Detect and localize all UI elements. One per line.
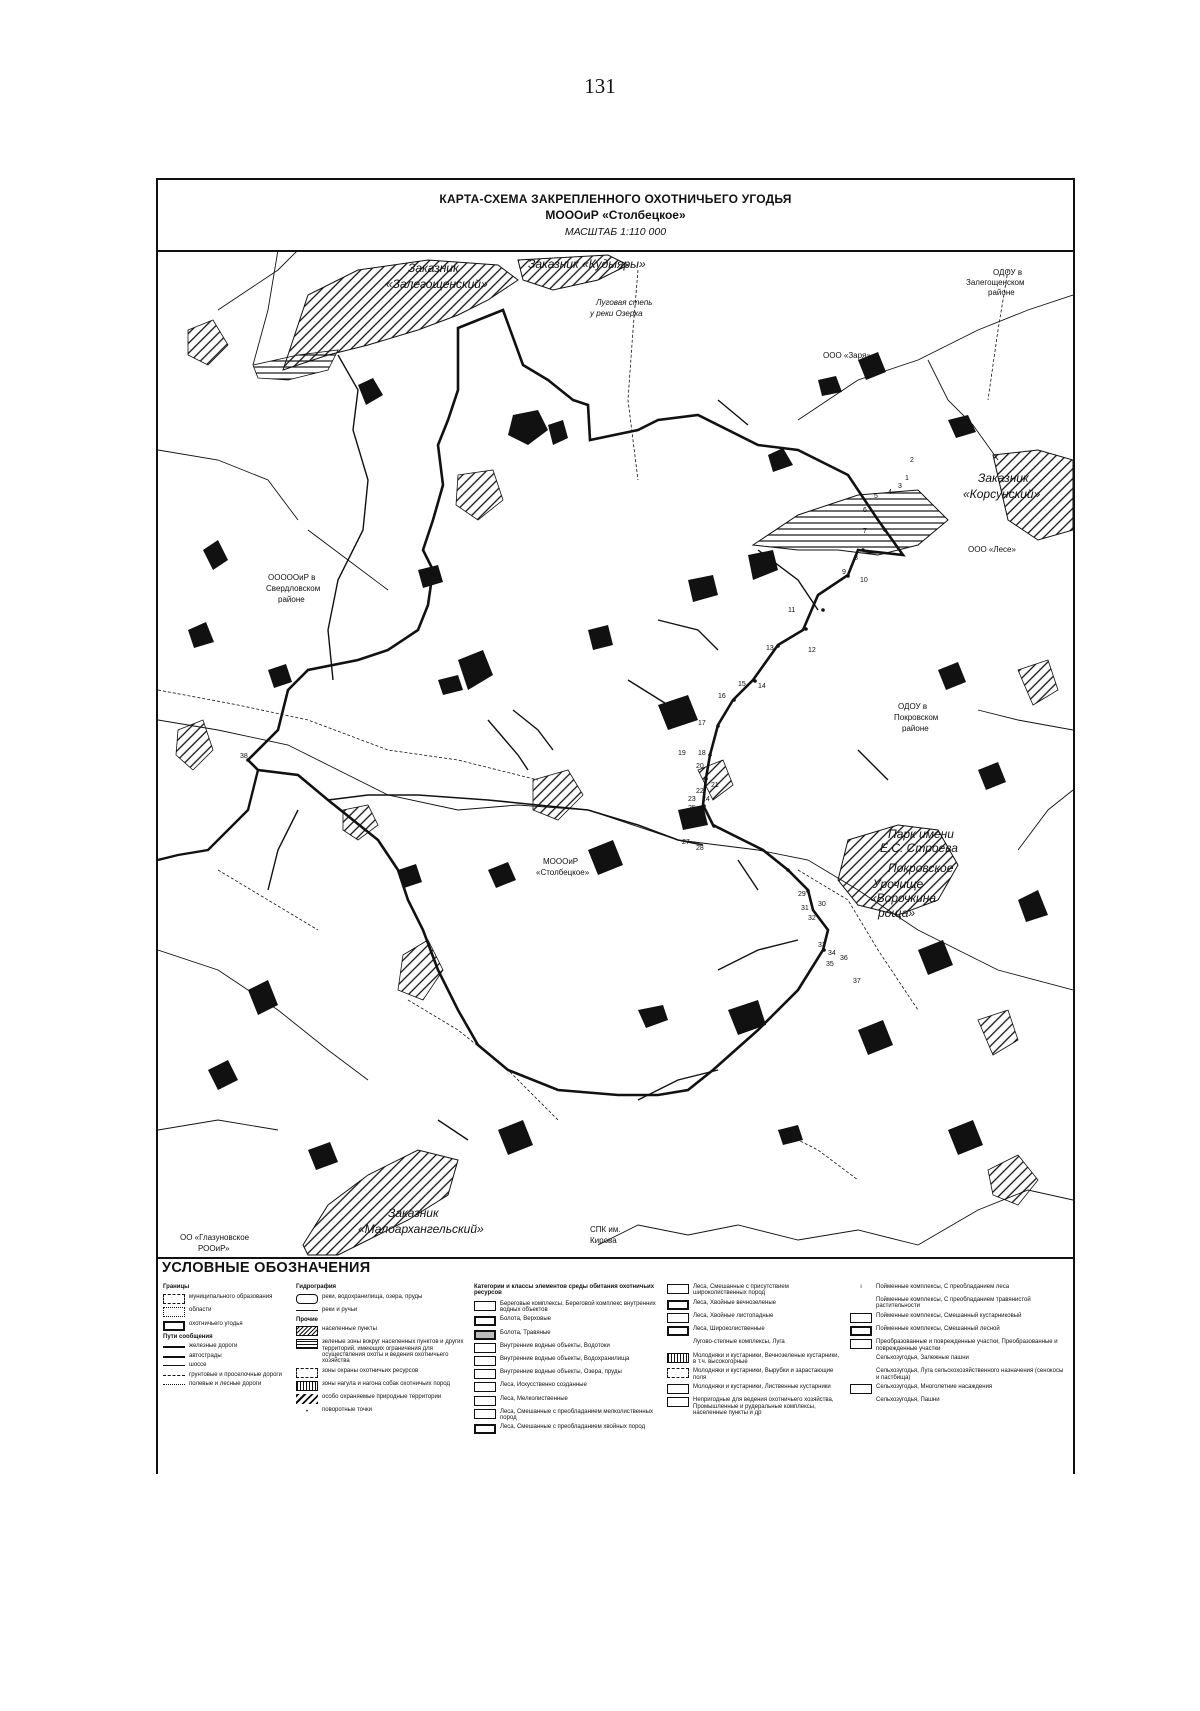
artificial-forest-swatch: [474, 1382, 496, 1392]
bog-upper-swatch: [474, 1316, 496, 1326]
legend-item-deciduous-shrubs: [667, 1384, 842, 1394]
legend-item-small-leaved: [474, 1396, 659, 1406]
forest-patches: [188, 352, 1048, 1170]
point-number-14: 14: [758, 683, 766, 690]
river-swatch: [296, 1310, 318, 1311]
boundary-inner-road: [328, 795, 703, 845]
label-sverdl-1: ОООООиР в: [268, 573, 316, 582]
shore-swatch: [474, 1301, 496, 1311]
legend-item-broadleaf: [667, 1326, 842, 1336]
label-zakaznik-m-1: Заказник: [388, 1206, 439, 1220]
point-number-21: 21: [711, 782, 719, 789]
legend-col-boundaries: [163, 1284, 288, 1391]
point-number-18: 18: [698, 750, 706, 757]
legend-item-label: Болота, Верховые: [500, 1316, 551, 1323]
point-number-38: 38: [240, 753, 248, 760]
legend-item-label: Леса, Широколиственные: [693, 1326, 765, 1333]
legend-item-green-zones: [296, 1339, 464, 1364]
legend-item-label: Болота, Травяные: [500, 1329, 551, 1336]
point-number-11: 11: [788, 607, 796, 614]
green-zone-swatch: [296, 1339, 318, 1349]
evergreen-shrub-swatch: [667, 1353, 689, 1363]
arable-swatch: [850, 1397, 872, 1407]
label-park-1: Парк имени: [888, 827, 954, 841]
legend-item-label: шоссе: [189, 1362, 207, 1369]
field-road-swatch: [163, 1384, 185, 1385]
legend-item-label: Пойменные комплексы, Смешанный кустарниковый: [876, 1312, 1022, 1319]
mixed-conifer-swatch: [474, 1424, 496, 1434]
map-header: [158, 180, 1073, 252]
water-swatch: [296, 1294, 318, 1304]
label-urochishche-1: Урочище: [873, 877, 924, 891]
legend-head-roads: Пути сообщения: [163, 1333, 213, 1340]
broadleaf-swatch: [667, 1326, 689, 1336]
rivers: [268, 355, 888, 1140]
label-maloarkh: «Малоархангельский»: [358, 1222, 484, 1236]
reservoir-swatch: [474, 1356, 496, 1366]
legend-item-label: Молодняки и кустарники, Вырубки и зарастающие поля: [693, 1368, 834, 1381]
legend-item-label: грунтовые и проселочные дороги: [189, 1371, 282, 1378]
floodplain-forest-icon: ι: [860, 1284, 862, 1290]
label-odou-zalegoshch-2: Залегощенском: [966, 278, 1025, 287]
legend-item-label: Преобразованные и поврежденные участки, Преобразованные и поврежденные участки: [876, 1339, 1058, 1352]
label-ooo-zarya: ООО «Заря»: [823, 351, 871, 360]
point-number-19: 19: [678, 750, 686, 757]
legend-head-categories: Категории и классы элементов среды обитания охотничьих ресурсов: [474, 1284, 655, 1297]
legend-item-label: Непригодные для ведения охотничьего хозяйства, Промышленные и рудеральные комплексы, населенные пункты и др: [693, 1397, 834, 1416]
legend-head-other: Прочие: [296, 1316, 319, 1323]
protection-zone-swatch: [296, 1368, 318, 1378]
legend-item-protection-zones: [296, 1368, 464, 1378]
point-number-27: 27: [682, 839, 690, 846]
perennial-swatch: [850, 1384, 872, 1394]
legend-item-label: области: [189, 1307, 212, 1314]
turning-point-icon: •: [305, 1409, 309, 1416]
map-svg: [158, 250, 1073, 1257]
legend-item-label: Пойменные комплексы, С преобладанием леса: [876, 1284, 1010, 1290]
boundary-inner-left: [158, 770, 258, 860]
legend-item-mixed-conifer: [474, 1424, 659, 1434]
legend-item-label: Сельхозугодья, Многолетние насаждения: [876, 1384, 993, 1391]
legend-item-label: Леса, Мелколиственные: [500, 1395, 568, 1402]
label-odou-pokrov-2: Покровском: [894, 713, 939, 722]
legend-item-label: населенные пункты: [322, 1326, 377, 1333]
point-number-15: 15: [738, 681, 746, 688]
evergreen-swatch: [667, 1300, 689, 1310]
unsuitable-swatch: [667, 1397, 689, 1407]
point-number-2: 2: [910, 457, 914, 464]
point-number-24: 24: [702, 796, 710, 803]
label-oo-glazun-2: РООиР»: [198, 1244, 230, 1253]
settlement-hatch-6: [188, 320, 228, 365]
legend-item-evergreen-shrubs: [667, 1353, 842, 1366]
label-korsunsky: «Корсунский»: [963, 487, 1041, 501]
legend-col-hydro: [296, 1284, 464, 1421]
settlement-hatch-2: [533, 770, 583, 820]
settlement-hatch-7: [176, 720, 213, 770]
dog-zone-swatch: [296, 1381, 318, 1391]
legend-item-label: охотничьего угодья: [189, 1320, 243, 1327]
floodplain-shrub-swatch: [850, 1313, 872, 1323]
point-number-16: 16: [718, 693, 726, 700]
legend-item-meadows: [667, 1339, 842, 1349]
point-number-23: 23: [688, 796, 696, 803]
label-sverdl-3: районе: [278, 595, 305, 604]
point-number-4: 4: [888, 489, 892, 496]
point-number-37: 37: [853, 978, 861, 985]
legend-item-shore: [474, 1301, 659, 1314]
point-number-31: 31: [801, 905, 809, 912]
map-subtitle: МОООиР «Столбецкое»: [545, 208, 686, 222]
clearing-swatch: [667, 1368, 689, 1378]
floodplain-grass-swatch: [850, 1297, 872, 1307]
legend: [158, 1257, 1073, 1474]
legend-item-label: Сельхозугодья, Луга сельскохозяйственного назначения (сенокосы и пастбища): [876, 1368, 1064, 1381]
page-number: 131: [584, 74, 616, 98]
legend-item-broadleaf-mix: [667, 1284, 842, 1297]
label-odou-zalegoshch-3: районе: [988, 288, 1015, 297]
municipal-boundary-swatch: [163, 1294, 185, 1304]
point-number-17: 17: [698, 720, 706, 727]
label-odou-pokrov-1: ОДОУ в: [898, 702, 928, 711]
point-number-22: 22: [696, 788, 704, 795]
legend-item-evergreen: [667, 1300, 842, 1310]
legend-item-arable: [850, 1397, 1065, 1407]
label-pokrovskoe: Покровское: [888, 861, 954, 875]
legend-item-label: особо охраняемые природные территории: [322, 1394, 442, 1401]
label-urochishche-3: роща»: [878, 906, 916, 920]
point-number-32: 32: [808, 915, 816, 922]
point-number-36: 36: [840, 955, 848, 962]
label-kudyary: Заказник «Кудыяры»: [528, 257, 646, 271]
label-spk-1: СПК им.: [590, 1225, 621, 1234]
legend-item-label: Леса, Искусственно созданные: [500, 1382, 587, 1389]
point-number-13: 13: [766, 645, 774, 652]
broadleaf-mix-swatch: [667, 1284, 689, 1294]
legend-item-perennial: [850, 1384, 1065, 1394]
legend-item-mixed-small: [474, 1409, 659, 1422]
legend-item-label: Сельхозугодья, Пашни: [876, 1397, 940, 1404]
legend-item-label: железные дороги: [189, 1343, 238, 1350]
label-ooo-les: ООО «Лесе»: [968, 545, 1016, 554]
point-number-1: 1: [905, 475, 909, 482]
legend-item-label: Внутренние водные объекты, Водотоки: [500, 1342, 610, 1349]
map-labels: [180, 257, 1041, 1253]
legend-item-label: автострады: [189, 1352, 222, 1359]
legend-item-dog-zones: [296, 1381, 464, 1391]
label-stolbetskoe-2: «Столбецкое»: [536, 868, 590, 877]
point-number-5: 5: [874, 493, 878, 500]
legend-item-label: реки, водохранилища, озера, пруды: [322, 1294, 423, 1301]
legend-item-label: Леса, Смешанные с присутствием широколиственных пород: [693, 1284, 789, 1297]
agri-meadow-swatch: [850, 1368, 872, 1378]
settlement-hatch-8: [988, 1155, 1038, 1205]
legend-item-damaged: [850, 1339, 1065, 1352]
point-number-28: 28: [696, 845, 704, 852]
label-zakaznik-korsunsky-1: Заказник: [978, 471, 1029, 485]
map-title: КАРТА-СХЕМА ЗАКРЕПЛЕННОГО ОХОТНИЧЬЕГО УГОДЬЯ: [439, 192, 792, 206]
point-number-12: 12: [808, 647, 816, 654]
lake-swatch: [474, 1369, 496, 1379]
legend-item-floodplain-forest: [850, 1284, 1065, 1294]
point-number-26: 26: [682, 823, 690, 830]
point-number-6: 6: [863, 507, 867, 514]
legend-item-field-roads: [163, 1381, 288, 1387]
label-stolbetskoe-1: МОООиР: [543, 857, 579, 866]
legend-item-settlements: [296, 1326, 464, 1336]
settlement-swatch: [296, 1326, 318, 1336]
legend-item-label: зоны охраны охотничьих ресурсов: [322, 1367, 419, 1374]
legend-head-boundaries: Границы: [163, 1284, 190, 1290]
legend-item-deciduous-conifer: [667, 1313, 842, 1323]
legend-item-label: полевые и лесные дороги: [189, 1381, 262, 1388]
legend-item-hunting-ground: [163, 1321, 288, 1331]
legend-item-protected-areas: [296, 1394, 464, 1404]
legend-item-label: зоны нагула и нагона собак охотничьих пород: [322, 1381, 450, 1388]
label-lugovaya-1: Луговая степь: [596, 298, 653, 307]
legend-item-floodplain-grass: [850, 1297, 1065, 1310]
legend-item-label: Молодняки и кустарники, Лиственные кустарники: [693, 1384, 831, 1391]
legend-item-label: Береговые комплексы, Береговой комплекс внутренних водных объектов: [500, 1300, 656, 1313]
settlement-hatch-1: [456, 470, 503, 520]
legend-item-label: Леса, Смешанные с преобладанием хвойных пород: [500, 1424, 646, 1431]
legend-item-watercourses: [474, 1343, 659, 1353]
map-frame: [156, 178, 1075, 1474]
legend-col-floodplain: [850, 1284, 1065, 1410]
floodplain-mixed-swatch: [850, 1326, 872, 1336]
legend-item-label: реки и ручьи: [322, 1307, 358, 1314]
legend-col-forests: [667, 1284, 842, 1419]
mixed-small-swatch: [474, 1409, 496, 1419]
legend-item-agri-meadows: [850, 1368, 1065, 1381]
legend-item-floodplain-shrub: [850, 1313, 1065, 1323]
legend-item-bog-upper: [474, 1316, 659, 1326]
railway-swatch: [163, 1346, 185, 1348]
legend-item-label: муниципального образования: [189, 1294, 273, 1301]
meadow-swatch: [667, 1339, 689, 1349]
point-number-34: 34: [828, 950, 836, 957]
point-number-35: 35: [826, 961, 834, 968]
legend-item-label: Лугово-степные комплексы, Луга: [693, 1339, 785, 1346]
point-number-10: 10: [860, 577, 868, 584]
label-zakaznik-1: Заказник: [408, 261, 459, 275]
label-zalegoshchensky: «Залегощенский»: [386, 277, 488, 291]
legend-item-label: поворотные точки: [322, 1407, 372, 1414]
legend-item-municipal: [163, 1294, 288, 1304]
map-scale: МАСШТАБ 1:110 000: [564, 226, 667, 238]
watercourse-swatch: [474, 1343, 496, 1353]
legend-item-label: зеленые зоны вокруг населенных пунктов и других территорий, имеющих ограничения для осуществления охоты и ведения охотничьего хозяйства: [322, 1339, 464, 1365]
legend-col-categories: [474, 1284, 659, 1438]
protected-area-swatch: [296, 1394, 318, 1404]
road-swatch: [163, 1365, 185, 1366]
legend-item-label: Леса, Смешанные с преобладанием мелколиственных пород: [500, 1408, 654, 1421]
label-park-2: Е.С. Строева: [880, 841, 958, 855]
damaged-swatch: [850, 1339, 872, 1349]
point-number-20: 20: [696, 763, 704, 770]
label-urochishche-2: «Ворочкина: [870, 891, 936, 905]
legend-item-dirt-roads: [163, 1372, 288, 1378]
deciduous-conifer-swatch: [667, 1313, 689, 1323]
point-number-33: 33: [818, 942, 826, 949]
highway-swatch: [163, 1356, 185, 1358]
settlement-hatch-10: [1018, 660, 1058, 705]
legend-item-railways: [163, 1343, 288, 1349]
legend-item-label: Молодняки и кустарники, Вечнозеленые кустарники, в т.ч. высокогорные: [693, 1352, 840, 1365]
settlement-hatch-3: [398, 940, 443, 1000]
legend-item-reservoirs: [474, 1356, 659, 1366]
point-number-25: 25: [688, 805, 696, 812]
legend-item-highways: [163, 1353, 288, 1359]
legend-item-fallow: [850, 1355, 1065, 1365]
legend-title: УСЛОВНЫЕ ОБОЗНАЧЕНИЯ: [162, 1260, 371, 1276]
legend-item-label: Леса, Хвойные листопадные: [693, 1312, 774, 1319]
hunting-ground-boundary: [248, 310, 903, 1095]
fallow-swatch: [850, 1355, 872, 1365]
region-boundary-swatch: [163, 1307, 185, 1317]
dirt-road-swatch: [163, 1375, 185, 1376]
legend-item-rivers: [296, 1307, 464, 1313]
label-odou-pokrov-3: районе: [902, 724, 929, 733]
legend-item-artificial-forest: [474, 1382, 659, 1392]
hunting-boundary-swatch: [163, 1321, 185, 1331]
legend-item-water: [296, 1294, 464, 1304]
legend-item-floodplain-mixed: [850, 1326, 1065, 1336]
bog-grass-swatch: [474, 1330, 496, 1340]
map-area: [158, 250, 1073, 1257]
legend-head-hydro: Гидрография: [296, 1284, 337, 1290]
deciduous-shrub-swatch: [667, 1384, 689, 1394]
legend-item-label: Внутренние водные объекты, Водохранилища: [500, 1355, 630, 1362]
legend-item-roads: [163, 1362, 288, 1368]
legend-item-label: Сельхозугодья, Залежные пашни: [876, 1355, 969, 1362]
point-number-8: 8: [854, 555, 858, 562]
zakaznik-korsunsky-area: [753, 490, 948, 555]
legend-item-lakes: [474, 1369, 659, 1379]
legend-item-region: [163, 1307, 288, 1317]
boundary-point-markers: [246, 528, 887, 952]
point-number-30: 30: [818, 901, 826, 908]
label-odou-zalegoshch-1: ОДОУ в: [993, 268, 1023, 277]
settlement-hatch-9: [978, 1010, 1018, 1055]
legend-item-turning-points: [296, 1407, 464, 1417]
point-number-7: 7: [863, 528, 867, 535]
label-sverdl-2: Свердловском: [266, 584, 321, 593]
label-spk-2: Кирова: [590, 1236, 617, 1245]
label-lugovaya-2: у реки Озерка: [590, 309, 643, 318]
legend-item-label: Пойменные комплексы, С преобладанием травянистой растительности: [876, 1297, 1031, 1310]
point-number-29: 29: [798, 891, 806, 898]
legend-item-clearings: [667, 1368, 842, 1381]
point-number-9: 9: [842, 569, 846, 576]
legend-item-unsuitable: [667, 1397, 842, 1416]
small-leaved-swatch: [474, 1396, 496, 1406]
point-number-3: 3: [898, 483, 902, 490]
legend-item-label: Пойменные комплексы, Смешанный лесной: [876, 1326, 1000, 1333]
label-oo-glazun-1: ОО «Глазуновское: [180, 1233, 250, 1242]
legend-item-label: Леса, Хвойные вечнозеленые: [693, 1299, 776, 1306]
legend-item-bog-grass: [474, 1330, 659, 1340]
legend-item-label: Внутренние водные объекты, Озера, пруды: [500, 1369, 622, 1376]
